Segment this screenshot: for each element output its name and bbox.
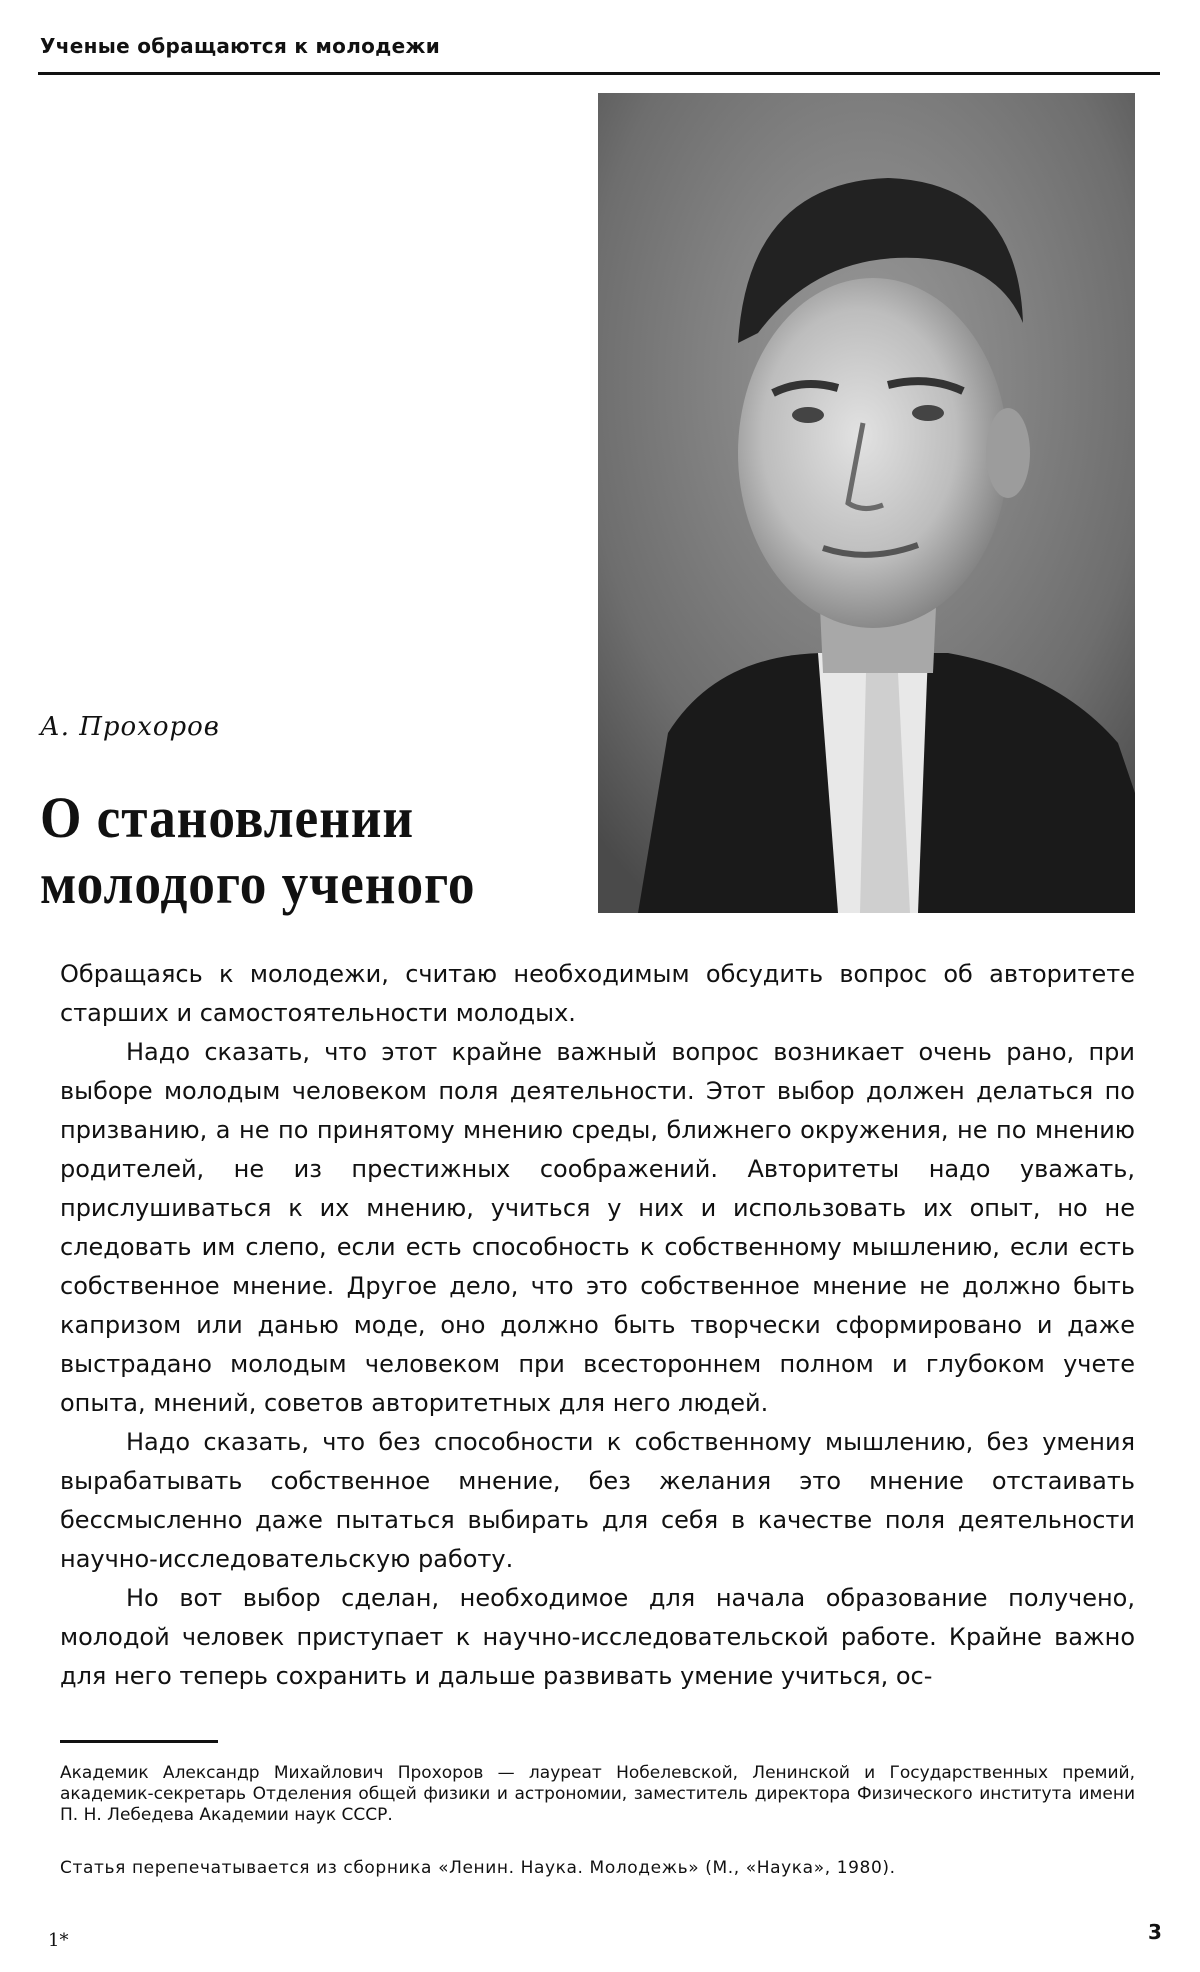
paragraph: Надо сказать, что без способности к собственному мышлению, без умения вырабатывать собственное мнение, без желания это мнение отстаивать бессмысленно даже пытаться выбирать для себя в качестве поля деятельности научно-исследовательскую работу.	[60, 1428, 1135, 1573]
portrait-illustration	[598, 93, 1135, 913]
page-number: 3	[1148, 1920, 1162, 1944]
footnote-bio: Академик Александр Михайлович Прохоров — лауреат Нобелевской, Ленинской и Государственных премий, академик-секретарь Отделения общей физики и астрономии, заместитель директора Физического института имени П. Н. Лебедева Академии наук СССР.	[60, 1763, 1135, 1825]
title-line-1: О становлении	[40, 785, 415, 850]
paragraph: Но вот выбор сделан, необходимое для начала образование получено, молодой человек приступает к научно-исследовательской работе. Крайне важно для него теперь сохранить и дальше развивать умение учиться, ос-	[60, 1584, 1135, 1690]
paragraph: Надо сказать, что этот крайне важный вопрос возникает очень рано, при выборе молодым человеком поля деятельности. Этот выбор должен делаться по призванию, а не по принятому мнению среды, ближнего окружения, не по мнению родителей, не из престижных соображений. Авторитеты надо уважать, прислушиваться к их мнению, учиться у них и использовать их опыт, но не следовать им слепо, если есть способность к собственному мышлению, если есть собственное мнение. Другое дело, что это собственное мнение не должно быть капризом или данью моде, оно должно быть творчески сформировано и даже выстрадано молодым человеком при всестороннем полном и глубоком учете опыта, мнений, советов авторитетных для него людей.	[60, 1038, 1135, 1417]
author-name: А. Прохоров	[40, 712, 220, 742]
running-header: Ученые обращаются к молодежи	[40, 34, 441, 58]
article-title	[40, 785, 537, 917]
author-portrait-photo	[598, 93, 1135, 913]
footnote-rule	[60, 1740, 218, 1743]
header-rule	[38, 72, 1160, 75]
signature-mark: 1*	[48, 1930, 69, 1951]
title-line-2: молодого ученого	[40, 851, 476, 916]
reprint-note: Статья перепечатывается из сборника «Ленин. Наука. Молодежь» (М., «Наука», 1980).	[60, 1858, 896, 1878]
paragraph: Обращаясь к молодежи, считаю необходимым обсудить вопрос об авторитете старших и самостоятельности молодых.	[60, 960, 1135, 1027]
article-body	[60, 955, 1135, 1696]
